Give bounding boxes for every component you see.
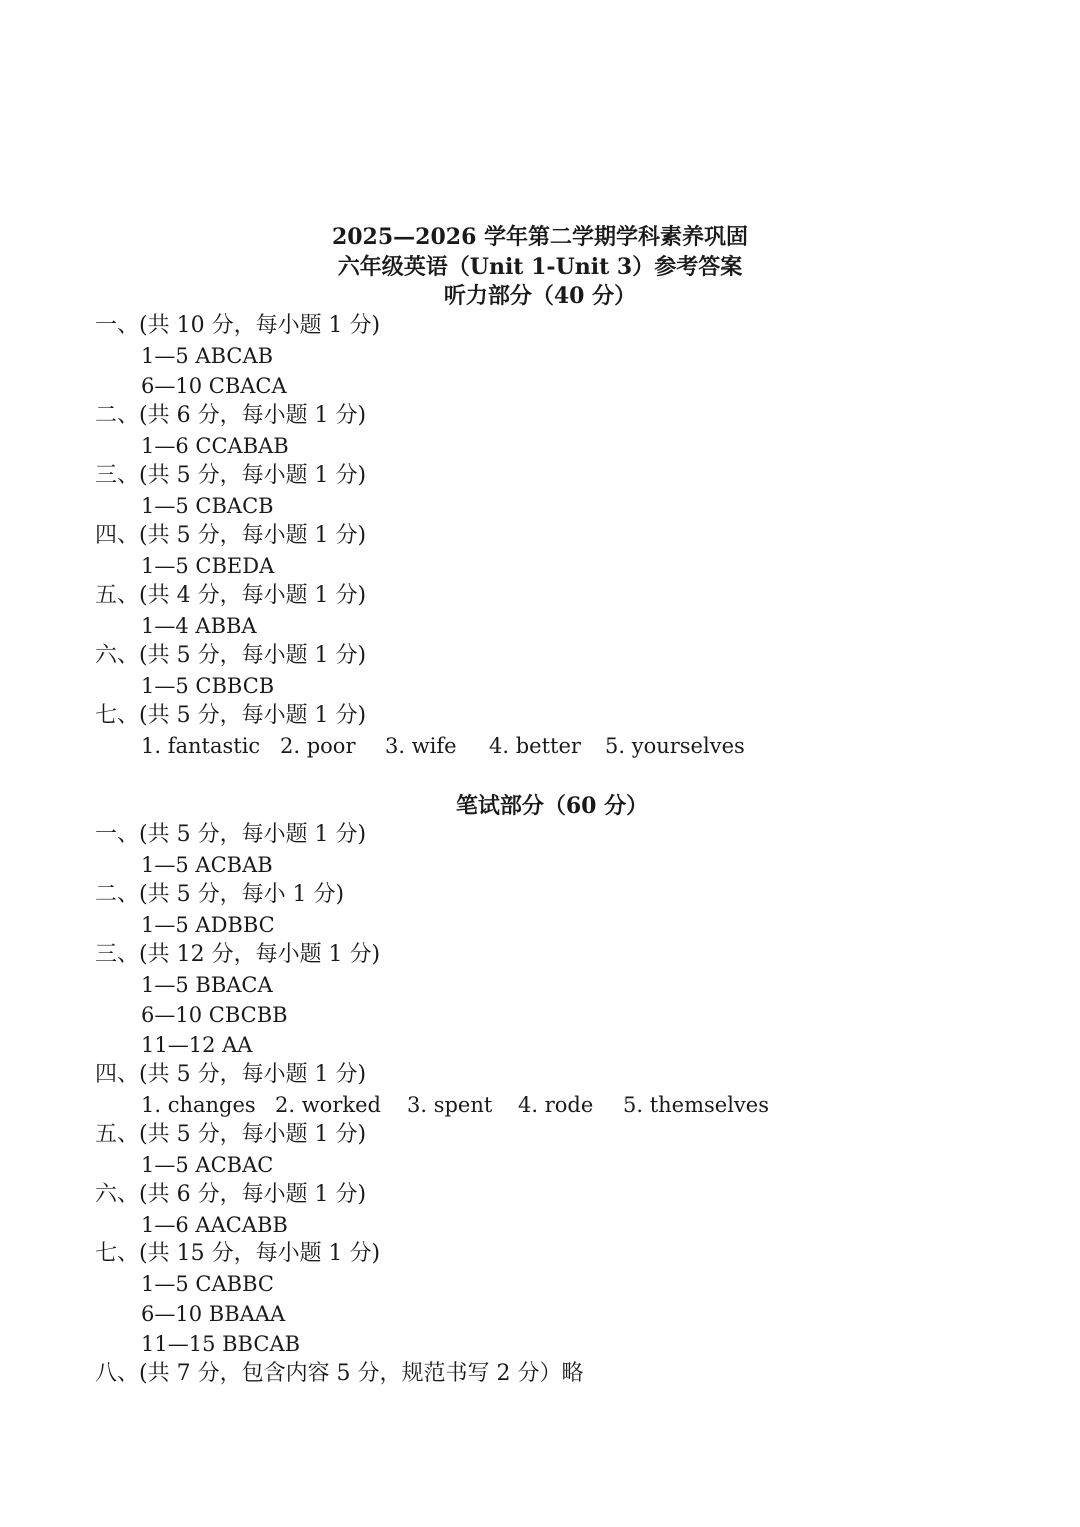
answer-line: 1—4 ABBA [141, 614, 257, 638]
answer-line: 1—5 ADBBC [141, 913, 275, 937]
word-answer: 2. worked [275, 1093, 381, 1117]
answer-line: 1—5 CBBCB [141, 674, 275, 698]
word-answer: 4. rode [518, 1093, 594, 1117]
word-answer: 3. spent [407, 1093, 493, 1117]
word-answer: 2. poor [280, 734, 356, 758]
answer-line: 1—5 CBACB [141, 494, 274, 518]
word-answer: 4. better [489, 734, 581, 758]
section-heading: 六、(共 5 分，每小题 1 分) [95, 643, 367, 668]
section-heading: 四、(共 5 分，每小题 1 分) [95, 523, 367, 548]
section-heading: 六、(共 6 分，每小题 1 分) [95, 1182, 367, 1207]
word-answer: 1. fantastic [141, 734, 261, 758]
answer-line: 1—5 CBEDA [141, 554, 275, 578]
writing-section-title: 笔试部分（60 分） [455, 793, 649, 819]
answer-line: 1—5 CABBC [141, 1272, 274, 1296]
answer-line: 6—10 CBCBB [141, 1003, 288, 1027]
section-heading: 五、(共 4 分，每小题 1 分) [95, 583, 367, 608]
word-answer: 1. changes [141, 1093, 256, 1117]
listening-section-title: 听力部分（40 分） [443, 283, 637, 309]
word-answer: 3. wife [385, 734, 457, 758]
document-subtitle: 六年级英语（Unit 1-Unit 3）参考答案 [337, 254, 743, 280]
section-heading: 二、(共 6 分，每小题 1 分) [95, 403, 367, 428]
section-heading: 一、(共 10 分，每小题 1 分) [95, 313, 381, 338]
answer-line: 1—6 AACABB [141, 1213, 288, 1237]
word-answer: 5. themselves [623, 1093, 770, 1117]
answer-line: 11—15 BBCAB [141, 1332, 301, 1356]
section-heading: 七、(共 15 分，每小题 1 分) [95, 1241, 381, 1266]
answer-line: 11—12 AA [141, 1033, 253, 1057]
section-heading: 二、(共 5 分，每小 1 分) [95, 882, 345, 907]
answer-line: 1—5 ACBAC [141, 1153, 274, 1177]
answer-line: 1—5 ABCAB [141, 344, 274, 368]
answer-line: 1—6 CCABAB [141, 434, 289, 458]
section-heading: 四、(共 5 分，每小题 1 分) [95, 1062, 367, 1087]
section-heading: 五、(共 5 分，每小题 1 分) [95, 1122, 367, 1147]
document-title: 2025—2026 学年第二学期学科素养巩固 [331, 224, 749, 250]
section-heading: 三、(共 5 分，每小题 1 分) [95, 463, 367, 488]
section-heading: 一、(共 5 分，每小题 1 分) [95, 822, 367, 847]
word-answer: 5. yourselves [605, 734, 745, 758]
answer-line: 1—5 ACBAB [141, 853, 273, 877]
section-heading: 八、(共 7 分，包含内容 5 分，规范书写 2 分）略 [95, 1361, 584, 1386]
answer-line: 6—10 CBACA [141, 374, 287, 398]
answer-line: 1—5 BBACA [141, 973, 273, 997]
section-heading: 七、(共 5 分，每小题 1 分) [95, 703, 367, 728]
answer-line: 6—10 BBAAA [141, 1302, 286, 1326]
section-heading: 三、(共 12 分，每小题 1 分) [95, 942, 381, 967]
